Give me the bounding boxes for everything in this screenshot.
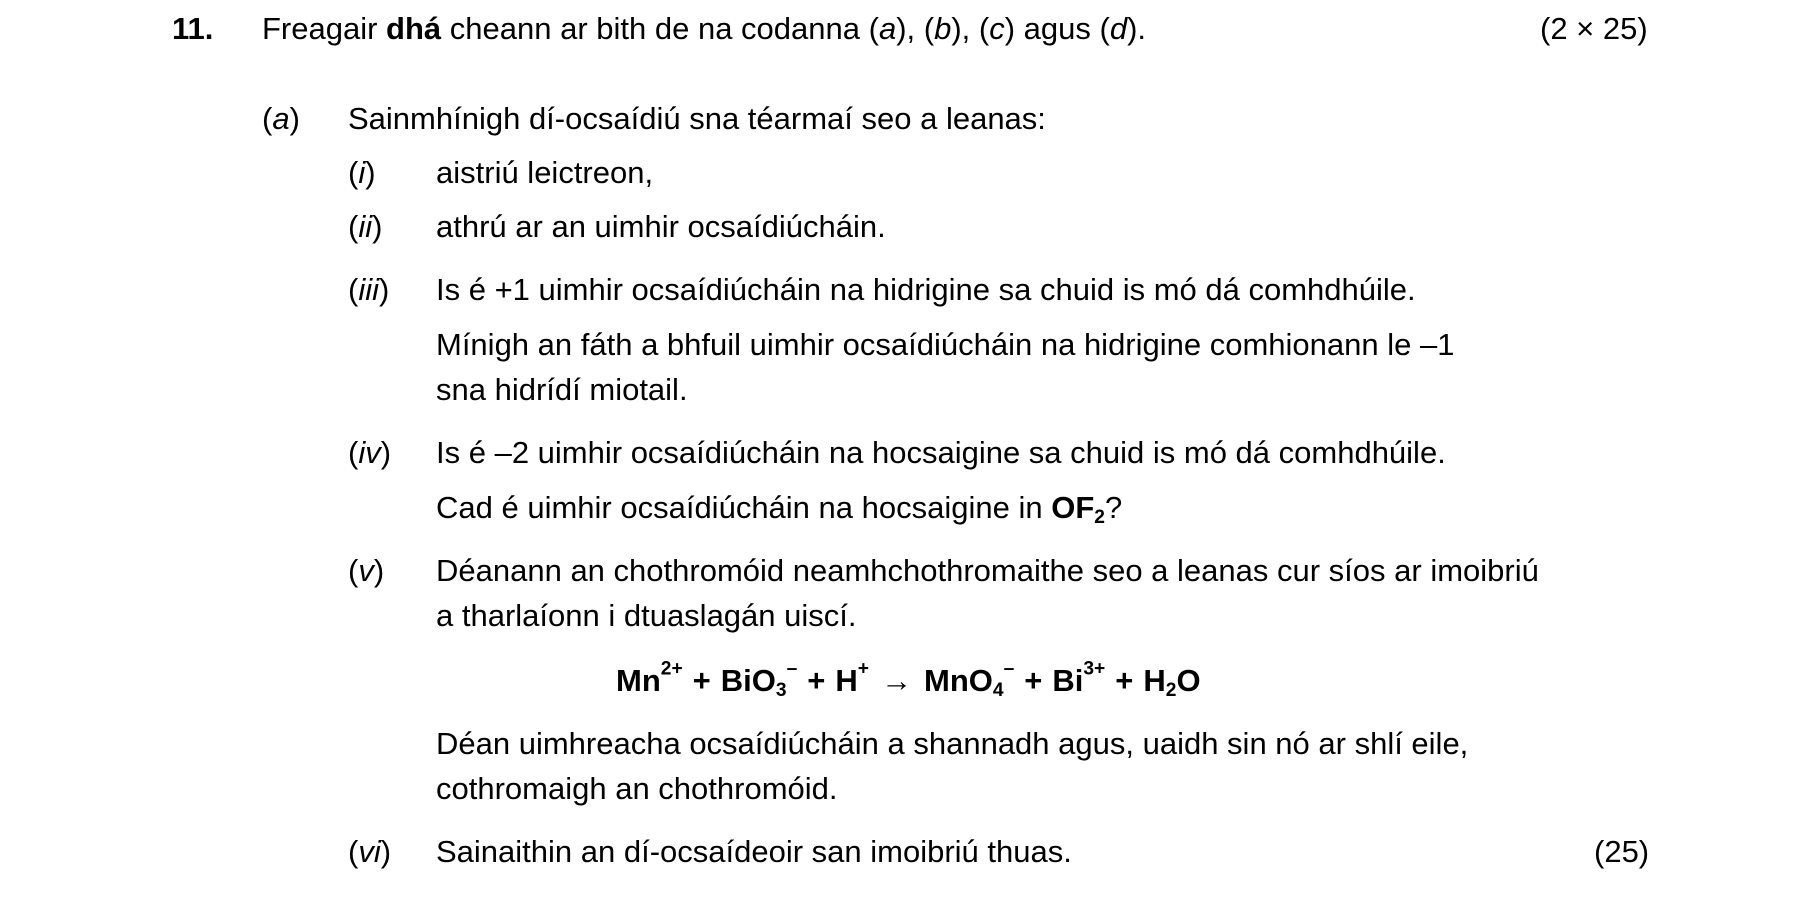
part-a-label: (a) <box>262 101 300 136</box>
item-iii-line-3: sna hidrídí miotail. <box>436 372 688 407</box>
item-iv-line-1: Is é –2 uimhir ocsaídiúcháin na hocsaigine sa chuid is mó dá comhdhúile. <box>436 435 1446 470</box>
item-i-label: (i) <box>348 155 376 190</box>
item-ii-label: (ii) <box>348 209 383 244</box>
item-iii-label: (iii) <box>348 272 390 307</box>
item-v-line-4: cothromaigh an chothromóid. <box>436 771 838 806</box>
item-iii-line-2: Mínigh an fáth a bhfuil uimhir ocsaídiúcháin na hidrigine comhionann le –1 <box>436 327 1455 362</box>
formula-of2: $OF_2$ <box>1051 490 1105 528</box>
item-v-line-3: Déan uimhreacha ocsaídiúcháin a shannadh agus, uaidh sin nó ar shlí eile, <box>436 726 1469 761</box>
item-v-label: (v) <box>348 553 385 588</box>
part-a-marks: (25) <box>1594 834 1650 869</box>
item-v-line-2: a tharlaíonn i dtuaslagán uiscí. <box>436 598 857 633</box>
part-a-heading: Sainmhínigh dí-ocsaídiú sna téarmaí seo a leanas: <box>348 101 1046 136</box>
item-vi-label: (vi) <box>348 834 392 869</box>
item-iv-line-2: Cad é uimhir ocsaídiúcháin na hocsaigine in $OF_2$? <box>436 490 1123 528</box>
item-iv-label: (iv) <box>348 435 392 470</box>
item-v-line-1: Déanann an chothromóid neamhchothromaithe seo a leanas cur síos ar imoibriú <box>436 553 1539 588</box>
item-iii-line-1: Is é +1 uimhir ocsaídiúcháin na hidrigine sa chuid is mó dá comhdhúile. <box>436 272 1416 307</box>
item-i-text: aistriú leictreon, <box>436 155 654 190</box>
question-marks: (2 × 25) <box>1540 11 1648 46</box>
reaction-arrow: → <box>881 663 912 698</box>
question-number: 11. <box>172 11 214 46</box>
item-vi-text: Sainaithin an dí-ocsaídeoir san imoibriú thuas. <box>436 834 1072 869</box>
chemical-equation: $Mn^{2+} + BiO_3^- + H^+ \to MnO_4^- + Bi^{3+} + H_2O$ <box>616 658 1201 701</box>
item-ii-text: athrú ar an uimhir ocsaídiúcháin. <box>436 209 886 244</box>
question-instruction: Freagair dhá cheann ar bith de na codanna (a), (b), (c) agus (d). <box>262 11 1146 46</box>
